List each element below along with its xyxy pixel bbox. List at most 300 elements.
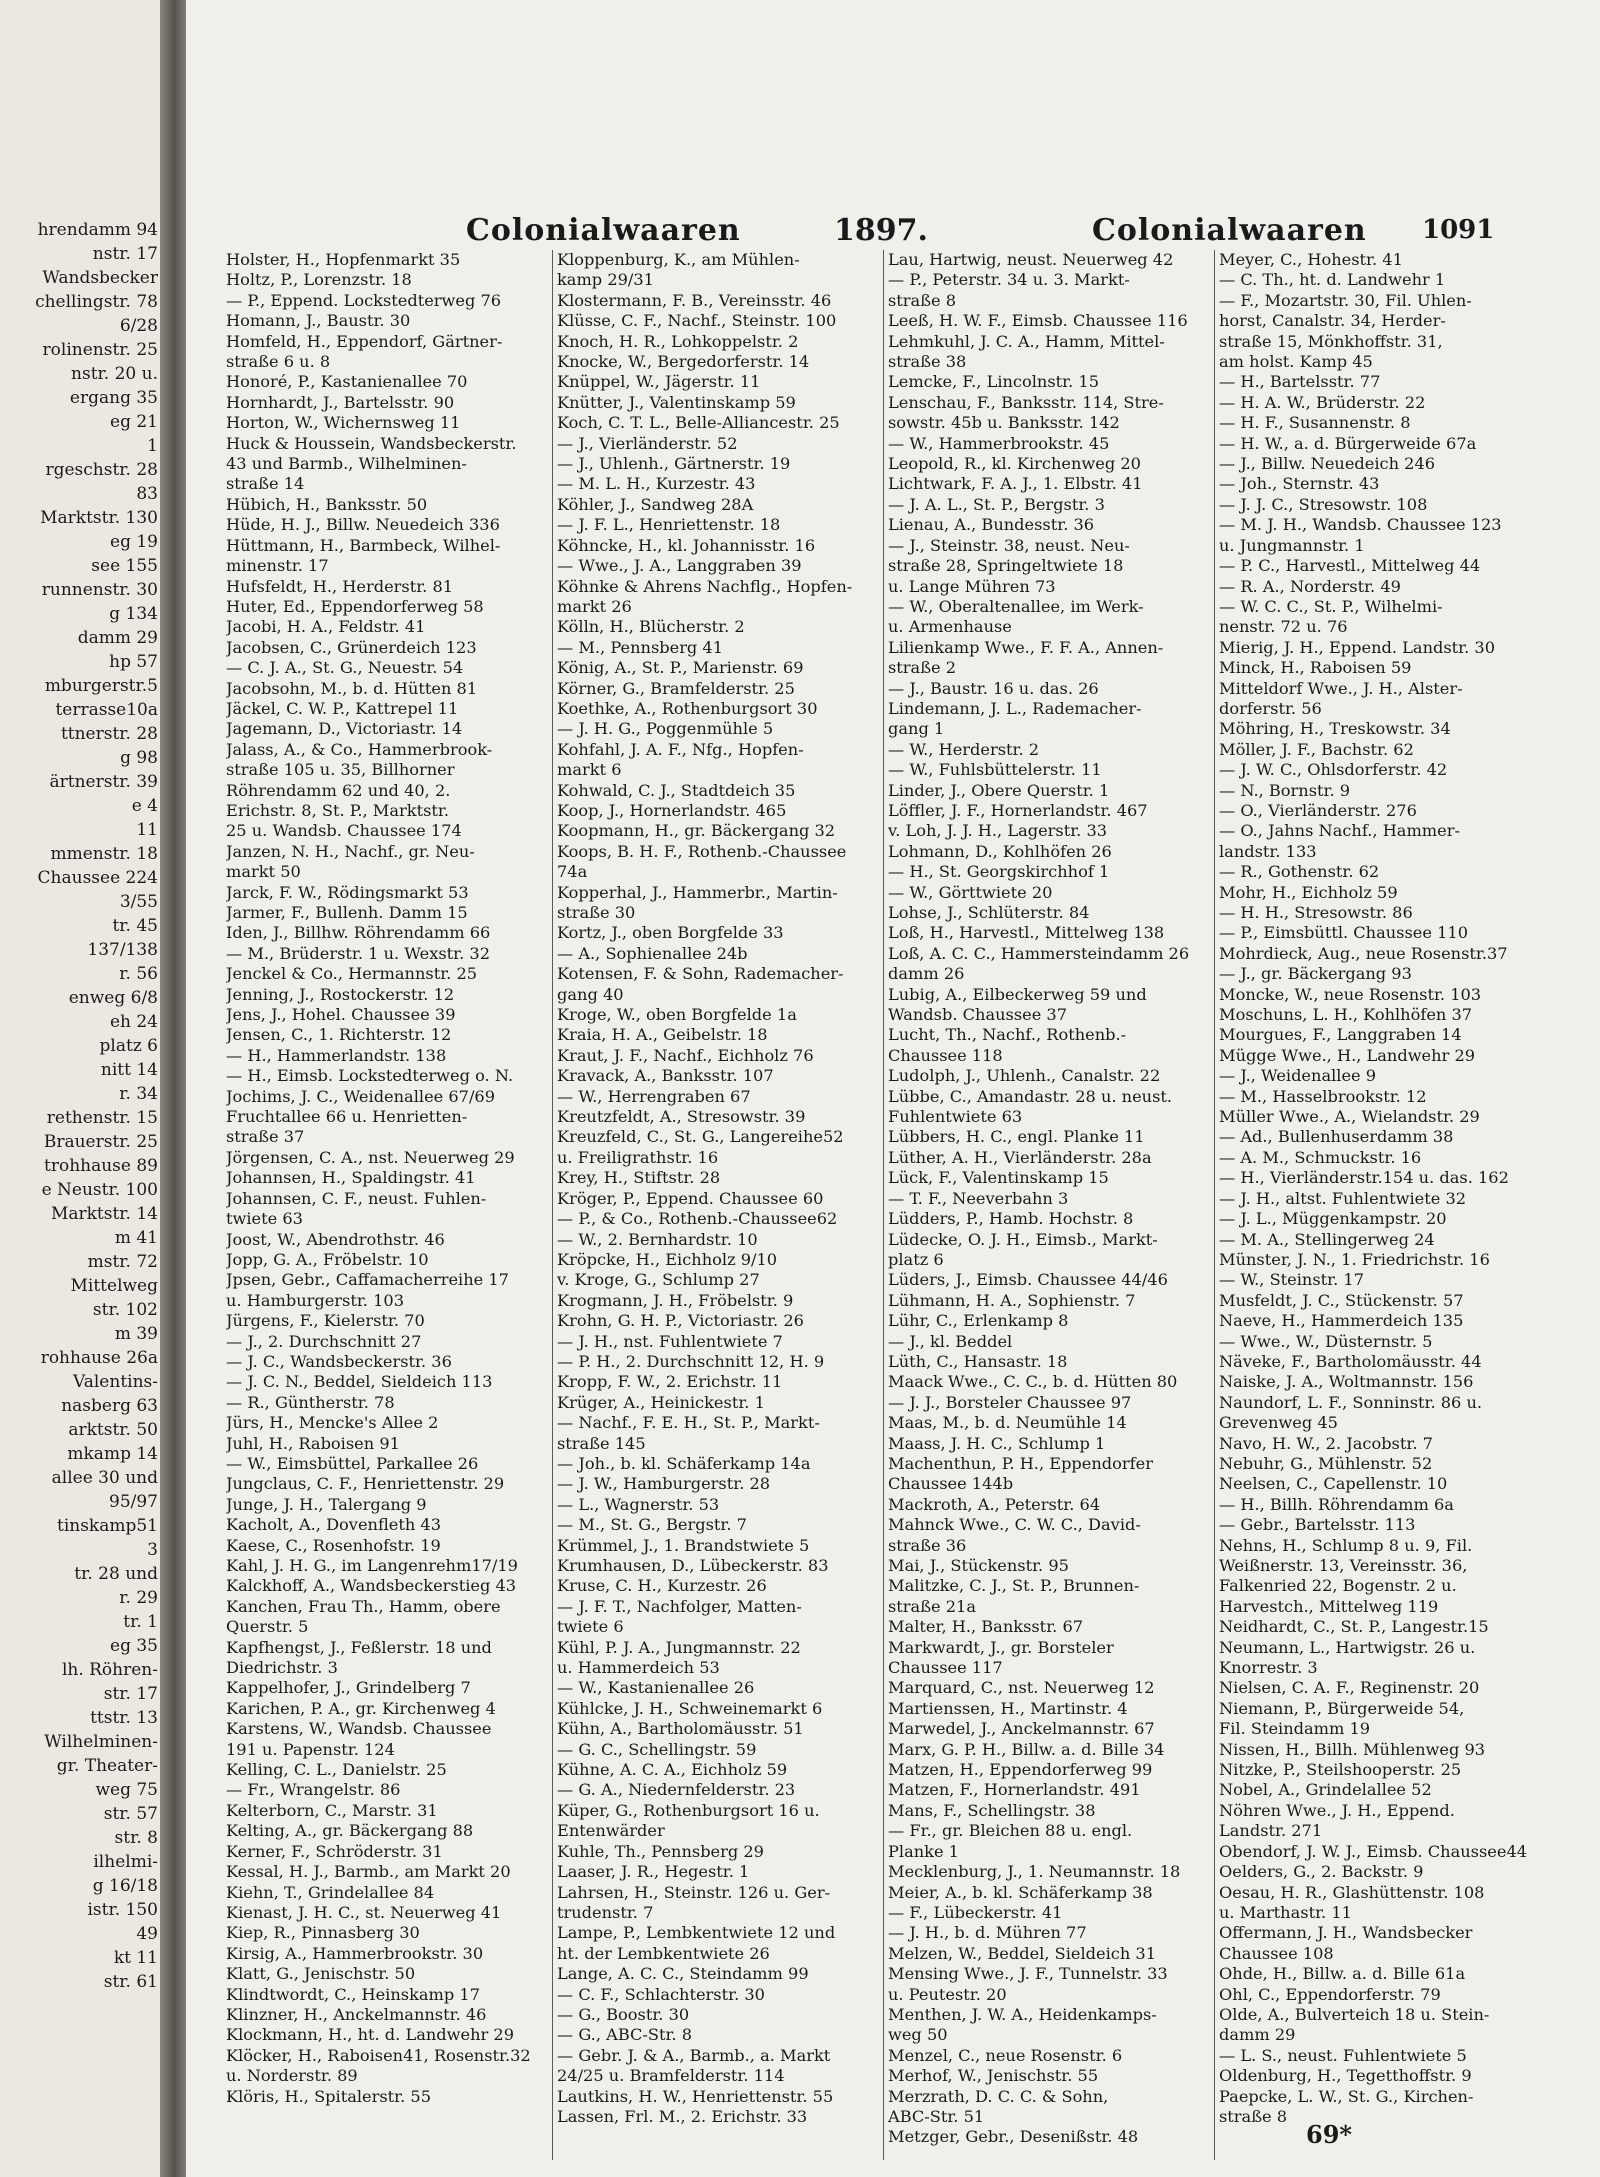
directory-entry: markt 26 — [557, 596, 632, 616]
directory-entry: — J. J. C., Stresowstr. 108 — [1219, 494, 1428, 514]
directory-entry: — J., Steinstr. 38, neust. Neu- — [888, 535, 1130, 555]
directory-page — [186, 0, 1600, 2177]
directory-entry: — F., Mozartstr. 30, Fil. Uhlen- — [1219, 290, 1472, 310]
left-page-line: r. 56 — [119, 964, 158, 984]
left-page-line: tr. 45 — [112, 916, 158, 936]
directory-entry: Jürs, H., Mencke's Allee 2 — [226, 1413, 439, 1433]
directory-entry: ht. der Lembkentwiete 26 — [557, 1943, 770, 1963]
directory-entry: Löffler, J. F., Hornerlandstr. 467 — [888, 800, 1148, 820]
directory-entry: straße 36 — [888, 1535, 967, 1555]
directory-entry: — H. W., a. d. Bürgerweide 67a — [1219, 433, 1477, 453]
directory-entry: — J., Billw. Neuedeich 246 — [1219, 454, 1436, 474]
directory-entry: — P., Eppend. Lockstedterweg 76 — [226, 290, 502, 310]
left-page-line: nstr. 17 — [92, 244, 158, 264]
directory-entry: — Nachf., F. E. H., St. P., Markt- — [557, 1413, 820, 1433]
directory-entry: Kröger, P., Eppend. Chaussee 60 — [557, 1188, 824, 1208]
directory-entry: Jenckel & Co., Hermannstr. 25 — [226, 964, 478, 984]
directory-entry: — M. A., Stellingerweg 24 — [1219, 1229, 1435, 1249]
directory-entry: straße 21a — [888, 1596, 976, 1616]
left-page-line: platz 6 — [99, 1036, 158, 1056]
directory-entry: Koop, J., Hornerlandstr. 465 — [557, 800, 787, 820]
directory-entry: Körner, G., Bramfelderstr. 25 — [557, 678, 795, 698]
directory-entry: Mügge Wwe., H., Landwehr 29 — [1219, 1045, 1476, 1065]
left-page-line: runnenstr. 30 — [41, 580, 158, 600]
directory-entry: Mourgues, F., Langgraben 14 — [1219, 1025, 1462, 1045]
directory-entry: Kanchen, Frau Th., Hamm, obere — [226, 1596, 501, 1616]
directory-entry: Harvestch., Mittelweg 119 — [1219, 1596, 1439, 1616]
directory-entry: Kühn, A., Bartholomäusstr. 51 — [557, 1719, 804, 1739]
directory-entry: Erichstr. 8, St. P., Marktstr. — [226, 800, 449, 820]
directory-entry: Kessal, H. J., Barmb., am Markt 20 — [226, 1862, 511, 1882]
left-page-line: hrendamm 94 — [37, 220, 158, 240]
directory-entry: — J. F. L., Henriettenstr. 18 — [557, 515, 781, 535]
directory-entry: Lühmann, H. A., Sophienstr. 7 — [888, 1290, 1136, 1310]
directory-entry: Mai, J., Stückenstr. 95 — [888, 1556, 1069, 1575]
directory-entry: Krey, H., Stiftstr. 28 — [557, 1168, 721, 1188]
left-page-line: 95/97 — [109, 1492, 158, 1512]
directory-entry: Jarmer, F., Bullenh. Damm 15 — [226, 903, 468, 922]
directory-entry: Offermann, J. H., Wandsbecker — [1219, 1923, 1473, 1943]
directory-entry: — W., Eimsbüttel, Parkallee 26 — [226, 1453, 479, 1473]
directory-entry: Jenning, J., Rostockerstr. 12 — [226, 984, 455, 1004]
directory-entry: Nehns, H., Schlump 8 u. 9, Fil. — [1219, 1535, 1473, 1555]
left-page-fragment — [0, 0, 168, 2177]
directory-entry: Fil. Steindamm 19 — [1219, 1719, 1371, 1739]
left-page-line: tr. 28 und — [74, 1564, 158, 1584]
directory-entry: Martienssen, H., Martinstr. 4 — [888, 1698, 1128, 1718]
directory-entry: Maack Wwe., C. C., b. d. Hütten 80 — [888, 1372, 1178, 1392]
directory-entry: Kuhle, Th., Pennsberg 29 — [557, 1841, 764, 1861]
directory-entry: Lilienkamp Wwe., F. F. A., Annen- — [888, 637, 1164, 657]
directory-entry: — H. A. W., Brüderstr. 22 — [1219, 392, 1426, 412]
directory-entry: Naeve, H., Hammerdeich 135 — [1219, 1311, 1464, 1331]
directory-entry: — T. F., Neeverbahn 3 — [888, 1188, 1069, 1208]
directory-entry: Kühne, A. C. A., Eichholz 59 — [557, 1760, 788, 1780]
directory-entry: Leeß, H. W. F., Eimsb. Chaussee 116 — [888, 311, 1188, 331]
directory-entry: Röhrendamm 62 und 40, 2. — [226, 780, 451, 800]
directory-entry: Chaussee 144b — [888, 1474, 1014, 1494]
directory-entry: Melzen, W., Beddel, Sieldeich 31 — [888, 1943, 1157, 1963]
directory-entry: Neidhardt, C., St. P., Langestr.15 — [1219, 1617, 1489, 1637]
directory-entry: horst, Canalstr. 34, Herder- — [1219, 311, 1446, 331]
directory-column-4 — [1219, 250, 1541, 2127]
directory-entry: Holtz, P., Lorenzstr. 18 — [226, 270, 412, 290]
directory-entry: Oldenburg, H., Tegetthoffstr. 9 — [1219, 2066, 1472, 2086]
directory-entry: Lüders, J., Eimsb. Chaussee 44/46 — [888, 1270, 1168, 1290]
directory-entry: Oesau, H. R., Glashüttenstr. 108 — [1219, 1882, 1485, 1902]
directory-entry: Mecklenburg, J., 1. Neumannstr. 18 — [888, 1862, 1181, 1882]
directory-entry: Marquard, C., nst. Neuerweg 12 — [888, 1678, 1155, 1698]
directory-entry: Mahnck Wwe., C. W. C., David- — [888, 1515, 1141, 1535]
directory-entry: v. Kroge, G., Schlump 27 — [557, 1270, 760, 1290]
directory-entry: — J. A. L., St. P., Bergstr. 3 — [888, 494, 1105, 514]
directory-entry: Matzen, H., Eppendorferweg 99 — [888, 1760, 1153, 1780]
directory-entry: straße 37 — [226, 1127, 305, 1147]
directory-entry: platz 6 — [888, 1249, 944, 1269]
directory-entry: Nöhren Wwe., J. H., Eppend. — [1219, 1800, 1455, 1820]
header-right-title: Colonialwaaren — [1092, 213, 1367, 248]
column-rule — [552, 250, 553, 2160]
directory-entry: Moschuns, L. H., Kohlhöfen 37 — [1219, 1005, 1473, 1025]
directory-entry: — M., St. G., Bergstr. 7 — [557, 1515, 747, 1535]
directory-entry: Jopp, G. A., Fröbelstr. 10 — [226, 1249, 429, 1269]
directory-entry: — H., St. Georgskirchhof 1 — [888, 862, 1110, 882]
directory-entry: Küper, G., Rothenburgsort 16 u. — [557, 1800, 820, 1820]
directory-entry: — Wwe., W., Düsternstr. 5 — [1219, 1331, 1433, 1351]
directory-entry: Linder, J., Obere Querstr. 1 — [888, 780, 1110, 800]
directory-entry: — J. H., nst. Fuhlentwiete 7 — [557, 1331, 783, 1351]
left-page-line: 11 — [136, 820, 158, 840]
directory-entry: Kopperhal, J., Hammerbr., Martin- — [557, 882, 838, 902]
directory-entry: Kraut, J. F., Nachf., Eichholz 76 — [557, 1045, 814, 1065]
directory-entry: — J., gr. Bäckergang 93 — [1219, 964, 1412, 984]
directory-entry: Klöcker, H., Raboisen41, Rosenstr.32 — [226, 2045, 531, 2065]
left-page-line: nasberg 63 — [61, 1396, 158, 1416]
directory-entry: Jacobsohn, M., b. d. Hütten 81 — [226, 678, 478, 698]
directory-entry: — H., Bartelsstr. 77 — [1219, 372, 1381, 392]
directory-entry: Merzrath, D. C. C. & Sohn, — [888, 2086, 1109, 2106]
directory-entry: — J., Vierländerstr. 52 — [557, 433, 738, 453]
directory-entry: — J. C. N., Beddel, Sieldeich 113 — [226, 1372, 493, 1392]
directory-entry: — Gebr. J. & A., Barmb., a. Markt — [557, 2045, 831, 2065]
directory-entry: Möller, J. F., Bachstr. 62 — [1219, 739, 1414, 759]
left-page-line: arktstr. 50 — [68, 1420, 158, 1440]
directory-entry: — Wwe., J. A., Langgraben 39 — [557, 556, 802, 576]
directory-entry: Huck & Houssein, Wandsbeckerstr. — [226, 433, 517, 453]
directory-entry: landstr. 133 — [1219, 841, 1317, 861]
left-page-line: Wilhelminen- — [44, 1732, 158, 1752]
directory-entry: — Fr., Wrangelstr. 86 — [226, 1780, 401, 1800]
page-number: 1091 — [1422, 215, 1495, 245]
directory-entry: u. Norderstr. 89 — [226, 2066, 358, 2086]
left-page-line: Chaussee 224 — [37, 868, 158, 888]
directory-entry: — M. L. H., Kurzestr. 43 — [557, 474, 756, 494]
directory-entry: Münster, J. N., 1. Friedrichstr. 16 — [1219, 1249, 1490, 1269]
directory-entry: Koopmann, H., gr. Bäckergang 32 — [557, 821, 836, 841]
left-page-line: r. 34 — [119, 1084, 158, 1104]
directory-entry: Markwardt, J., gr. Borsteler — [888, 1637, 1114, 1657]
directory-entry: — W., Hammerbrookstr. 45 — [888, 433, 1110, 453]
directory-entry: u. Hammerdeich 53 — [557, 1658, 720, 1678]
directory-entry: u. Freiligrathstr. 16 — [557, 1147, 719, 1167]
directory-entry: Loß, H., Harvestl., Mittelweg 138 — [888, 923, 1165, 943]
directory-entry: — P., Peterstr. 34 u. 3. Markt- — [888, 270, 1130, 290]
directory-entry: — W., Herrengraben 67 — [557, 1086, 751, 1106]
directory-entry: Knoch, H. R., Lohkoppelstr. 2 — [557, 331, 799, 351]
directory-entry: Mans, F., Schellingstr. 38 — [888, 1800, 1096, 1820]
column-rule — [883, 250, 884, 2160]
directory-entry: Chaussee 117 — [888, 1658, 1003, 1678]
directory-entry: Lange, A. C. C., Steindamm 99 — [557, 1964, 809, 1984]
directory-entry: Chaussee 108 — [1219, 1943, 1334, 1963]
left-page-line: chellingstr. 78 — [35, 292, 158, 312]
left-page-line: hp 57 — [109, 652, 158, 672]
directory-entry: straße 105 u. 35, Billhorner — [226, 760, 455, 780]
directory-entry: Hornhardt, J., Bartelsstr. 90 — [226, 392, 455, 412]
directory-entry: — J. L., Müggenkampstr. 20 — [1219, 1209, 1447, 1229]
directory-entry: Köhler, J., Sandweg 28A — [557, 494, 754, 514]
directory-entry: Knütter, J., Valentinskamp 59 — [557, 392, 796, 412]
directory-entry: — J., Uhlenh., Gärtnerstr. 19 — [557, 454, 791, 474]
directory-entry: Kerner, F., Schröderstr. 31 — [226, 1841, 443, 1861]
directory-entry: — P. C., Harvestl., Mittelweg 44 — [1219, 556, 1481, 576]
directory-entry: Marwedel, J., Anckelmannstr. 67 — [888, 1719, 1155, 1739]
directory-entry: — G., ABC-Str. 8 — [557, 2025, 693, 2045]
directory-entry: Kirsig, A., Hammerbrookstr. 30 — [226, 1943, 484, 1963]
left-page-line: 3/55 — [119, 892, 158, 912]
directory-entry: Lohmann, D., Kohlhöfen 26 — [888, 841, 1112, 861]
directory-entry: Krüger, A., Heinickestr. 1 — [557, 1392, 765, 1412]
left-page-line: Marktstr. 130 — [40, 508, 158, 528]
directory-entry: Knorrestr. 3 — [1219, 1658, 1318, 1678]
directory-entry: Kortz, J., oben Borgfelde 33 — [557, 923, 784, 943]
directory-entry: — G., Boostr. 30 — [557, 2004, 690, 2024]
directory-entry: Jagemann, D., Victoriastr. 14 — [226, 719, 463, 739]
directory-entry: — Joh., Sternstr. 43 — [1219, 474, 1380, 494]
directory-entry: Jpsen, Gebr., Caffamacherreihe 17 — [226, 1270, 509, 1290]
directory-entry: Nissen, H., Billh. Mühlenweg 93 — [1219, 1739, 1486, 1759]
directory-entry: Lemcke, F., Lincolnstr. 15 — [888, 372, 1099, 392]
directory-entry: Kapfhengst, J., Feßlerstr. 18 und — [226, 1637, 492, 1657]
directory-entry: Ohl, C., Eppendorferstr. 79 — [1219, 1984, 1441, 2004]
directory-entry: Janzen, N. H., Nachf., gr. Neu- — [226, 841, 475, 861]
directory-entry: — J. W., Hamburgerstr. 28 — [557, 1474, 771, 1494]
directory-entry: trudenstr. 7 — [557, 1902, 654, 1922]
directory-entry: Lahrsen, H., Steinstr. 126 u. Ger- — [557, 1882, 831, 1902]
directory-entry: Jarck, F. W., Rödingsmarkt 53 — [226, 882, 469, 902]
left-page-line: str. 57 — [103, 1804, 158, 1824]
left-page-line: eg 19 — [110, 532, 158, 552]
directory-entry: markt 6 — [557, 760, 622, 780]
directory-entry: Lück, F., Valentinskamp 15 — [888, 1168, 1109, 1188]
directory-entry: straße 8 — [1219, 2106, 1288, 2126]
directory-entry: Nebuhr, G., Mühlenstr. 52 — [1219, 1453, 1433, 1473]
directory-entry: Naundorf, L. F., Sonninstr. 86 u. — [1219, 1392, 1483, 1412]
left-page-line: eg 21 — [110, 412, 158, 432]
directory-entry: — W., Oberaltenallee, im Werk- — [888, 596, 1144, 616]
left-page-line: mstr. 72 — [87, 1252, 158, 1272]
directory-entry: Merhof, W., Jenischstr. 55 — [888, 2066, 1099, 2086]
directory-entry: Horton, W., Wichernsweg 11 — [226, 413, 461, 433]
directory-entry: Kohwald, C. J., Stadtdeich 35 — [557, 780, 796, 800]
directory-entry: Müller Wwe., A., Wielandstr. 29 — [1219, 1107, 1480, 1127]
left-page-line: mmenstr. 18 — [50, 844, 158, 864]
directory-entry: Lau, Hartwig, neust. Neuerweg 42 — [888, 250, 1174, 269]
left-page-line: ergang 35 — [69, 388, 158, 408]
directory-entry: Kelling, C. L., Danielstr. 25 — [226, 1760, 447, 1780]
directory-entry: — M., Hasselbrookstr. 12 — [1219, 1086, 1427, 1106]
directory-entry: Maas, M., b. d. Neumühle 14 — [888, 1413, 1127, 1433]
directory-entry: — J. H., b. d. Mühren 77 — [888, 1923, 1087, 1943]
directory-entry: Lohse, J., Schlüterstr. 84 — [888, 903, 1090, 922]
directory-entry: Lüdders, P., Hamb. Hochstr. 8 — [888, 1209, 1134, 1229]
directory-entry: Jensen, C., 1. Richterstr. 12 — [226, 1025, 452, 1045]
directory-entry: minenstr. 17 — [226, 556, 329, 576]
directory-entry: twiete 63 — [226, 1209, 303, 1229]
directory-entry: u. Armenhause — [888, 617, 1012, 637]
directory-entry: Kühlcke, J. H., Schweinemarkt 6 — [557, 1698, 823, 1718]
left-page-column — [0, 218, 158, 1994]
directory-entry: Koch, C. T. L., Belle-Alliancestr. 25 — [557, 413, 840, 433]
left-page-line: str. 8 — [114, 1828, 158, 1848]
directory-entry: Kiehn, T., Grindelallee 84 — [226, 1882, 435, 1902]
directory-entry: Matzen, F., Hornerlandstr. 491 — [888, 1780, 1141, 1800]
directory-entry: — P. H., 2. Durchschnitt 12, H. 9 — [557, 1351, 825, 1371]
directory-entry: — J., kl. Beddel — [888, 1331, 1013, 1351]
directory-entry: Krümmel, J., 1. Brandstwiete 5 — [557, 1535, 810, 1555]
directory-entry: weg 50 — [888, 2025, 948, 2045]
directory-entry: — C. F., Schlachterstr. 30 — [557, 1984, 765, 2004]
left-page-line: rolinenstr. 25 — [42, 340, 158, 360]
directory-entry: Kropp, F. W., 2. Erichstr. 11 — [557, 1372, 783, 1392]
directory-entry: Lühr, C., Erlenkamp 8 — [888, 1311, 1069, 1331]
left-page-line: mburgerstr.5 — [44, 676, 158, 696]
left-page-line: trohhause 89 — [44, 1156, 158, 1176]
directory-entry: u. Jungmannstr. 1 — [1219, 535, 1365, 555]
directory-entry: — J. F. T., Nachfolger, Matten- — [557, 1596, 802, 1616]
directory-entry: — O., Jahns Nachf., Hammer- — [1219, 821, 1460, 841]
directory-entry: Jens, J., Hohel. Chaussee 39 — [226, 1005, 456, 1025]
directory-entry: u. Lange Mühren 73 — [888, 576, 1056, 596]
directory-entry: ABC-Str. 51 — [888, 2106, 985, 2126]
directory-entry: Nielsen, C. A. F., Reginenstr. 20 — [1219, 1678, 1480, 1698]
directory-entry: Weißnerstr. 13, Vereinsstr. 36, — [1219, 1556, 1468, 1575]
directory-entry: Nobel, A., Grindelallee 52 — [1219, 1780, 1432, 1800]
directory-entry: Jäckel, C. W. P., Kattrepel 11 — [226, 698, 459, 718]
directory-entry: Meier, A., b. kl. Schäferkamp 38 — [888, 1882, 1153, 1902]
directory-entry: Obendorf, J. W. J., Eimsb. Chaussee44 — [1219, 1841, 1528, 1861]
directory-entry: — F., Lübeckerstr. 41 — [888, 1902, 1063, 1922]
directory-entry: Mensing Wwe., J. F., Tunnelstr. 33 — [888, 1964, 1168, 1984]
left-page-line: m 41 — [114, 1228, 158, 1248]
directory-entry: Querstr. 5 — [226, 1617, 309, 1637]
directory-entry: nenstr. 72 u. 76 — [1219, 617, 1348, 637]
left-page-line: nitt 14 — [100, 1060, 158, 1080]
left-page-line: e Neustr. 100 — [41, 1180, 158, 1200]
directory-entry: — P., Eimsbüttl. Chaussee 110 — [1219, 923, 1468, 943]
directory-entry: straße 8 — [888, 290, 957, 310]
directory-entry: Jacobi, H. A., Feldstr. 41 — [226, 617, 426, 637]
directory-entry: Lüdecke, O. J. H., Eimsb., Markt- — [888, 1229, 1158, 1249]
left-page-line: enweg 6/8 — [68, 988, 158, 1008]
directory-entry: gang 1 — [888, 719, 945, 739]
directory-entry: markt 50 — [226, 862, 301, 882]
left-page-line: terrasse10a — [55, 700, 158, 720]
directory-entry: dorferstr. 56 — [1219, 698, 1322, 718]
directory-entry: Entenwärder — [557, 1821, 665, 1841]
directory-entry: — J., Baustr. 16 u. das. 26 — [888, 678, 1099, 698]
directory-entry: straße 6 u. 8 — [226, 352, 331, 372]
directory-entry: Honoré, P., Kastanienallee 70 — [226, 372, 468, 392]
directory-entry: — L. S., neust. Fuhlentwiete 5 — [1219, 2045, 1467, 2065]
directory-entry: 191 u. Papenstr. 124 — [226, 1739, 395, 1759]
directory-column-3 — [888, 250, 1210, 2148]
directory-entry: Klindtwordt, C., Heinskamp 17 — [226, 1984, 481, 2004]
directory-entry: Kroge, W., oben Borgfelde 1a — [557, 1005, 797, 1025]
directory-entry: Junge, J. H., Talergang 9 — [226, 1494, 427, 1514]
left-page-line: 6/28 — [119, 316, 158, 336]
signature-mark: 69* — [1306, 2120, 1352, 2149]
directory-entry: sowstr. 45b u. Banksstr. 142 — [888, 413, 1120, 433]
directory-entry: Krumhausen, D., Lübeckerstr. 83 — [557, 1556, 829, 1575]
directory-entry: Mierig, J. H., Eppend. Landstr. 30 — [1219, 637, 1496, 657]
directory-entry: damm 29 — [1219, 2025, 1296, 2045]
directory-entry: — J. H., altst. Fuhlentwiete 32 — [1219, 1188, 1467, 1208]
directory-entry: — N., Bornstr. 9 — [1219, 780, 1351, 800]
directory-entry: Holster, H., Hopfenmarkt 35 — [226, 250, 461, 269]
left-page-line: str. 17 — [103, 1684, 158, 1704]
left-page-line: eg 35 — [110, 1636, 158, 1656]
directory-entry: Laaser, J. R., Hegestr. 1 — [557, 1862, 750, 1882]
left-page-line: Valentins- — [73, 1372, 158, 1392]
left-page-line: gr. Theater- — [56, 1756, 158, 1776]
directory-entry: Jörgensen, C. A., nst. Neuerweg 29 — [226, 1147, 515, 1167]
directory-entry: Kappelhofer, J., Grindelberg 7 — [226, 1678, 471, 1698]
directory-entry: Olde, A., Bulverteich 18 u. Stein- — [1219, 2004, 1490, 2024]
directory-entry: Musfeldt, J. C., Stückenstr. 57 — [1219, 1290, 1464, 1310]
directory-entry: — H., Hammerlandstr. 138 — [226, 1045, 447, 1065]
directory-entry: Juhl, H., Raboisen 91 — [226, 1433, 400, 1453]
directory-entry: Huter, Ed., Eppendorferweg 58 — [226, 596, 484, 616]
directory-entry: Ludolph, J., Uhlenh., Canalstr. 22 — [888, 1066, 1161, 1086]
directory-entry: — Ad., Bullenhuserdamm 38 — [1219, 1127, 1454, 1147]
left-page-line: str. 102 — [92, 1300, 158, 1320]
directory-entry: Klatt, G., Jenischstr. 50 — [226, 1964, 416, 1984]
directory-entry: — A. M., Schmuckstr. 16 — [1219, 1147, 1422, 1167]
left-page-line: ttstr. 13 — [90, 1708, 158, 1728]
directory-entry: Lautkins, H. W., Henriettenstr. 55 — [557, 2086, 834, 2106]
directory-entry: Neelsen, C., Capellenstr. 10 — [1219, 1474, 1448, 1494]
directory-entry: — H., Vierländerstr.154 u. das. 162 — [1219, 1168, 1509, 1188]
directory-entry: Jalass, A., & Co., Hammerbrook- — [226, 739, 493, 759]
directory-entry: Wandsb. Chaussee 37 — [888, 1005, 1068, 1025]
directory-entry: Kloppenburg, K., am Mühlen- — [557, 250, 800, 269]
directory-entry: Moncke, W., neue Rosenstr. 103 — [1219, 984, 1482, 1004]
directory-entry: 24/25 u. Bramfelderstr. 114 — [557, 2066, 785, 2086]
directory-entry: Kiep, R., Pinnasberg 30 — [226, 1923, 420, 1943]
directory-entry: Nitzke, P., Steilshooperstr. 25 — [1219, 1760, 1462, 1780]
directory-entry: Lucht, Th., Nachf., Rothenb.- — [888, 1025, 1127, 1045]
directory-entry: straße 145 — [557, 1433, 646, 1453]
directory-entry: — J. C., Wandsbeckerstr. 36 — [226, 1351, 452, 1371]
left-page-line: istr. 150 — [87, 1900, 158, 1920]
left-page-line: g 98 — [120, 748, 158, 768]
directory-entry: Mohrdieck, Aug., neue Rosenstr.37 — [1219, 943, 1508, 963]
directory-entry: Näveke, F., Bartholomäusstr. 44 — [1219, 1351, 1482, 1371]
directory-entry: Johannsen, H., Spaldingstr. 41 — [226, 1168, 476, 1188]
directory-entry: Köhncke, H., kl. Johannisstr. 16 — [557, 535, 816, 555]
directory-entry: — M. J. H., Wandsb. Chaussee 123 — [1219, 515, 1502, 535]
directory-entry: 74a — [557, 862, 588, 882]
directory-entry: — Fr., gr. Bleichen 88 u. engl. — [888, 1821, 1133, 1841]
directory-entry: — M., Pennsberg 41 — [557, 637, 724, 657]
directory-entry: — G. C., Schellingstr. 59 — [557, 1739, 757, 1759]
directory-entry: Klinzner, H., Anckelmannstr. 46 — [226, 2004, 487, 2024]
directory-entry: Lüth, C., Hansastr. 18 — [888, 1351, 1068, 1371]
directory-entry: Jochims, J. C., Weidenallee 67/69 — [226, 1086, 496, 1106]
directory-entry: Falkenried 22, Bogenstr. 2 u. — [1219, 1576, 1457, 1596]
directory-entry: u. Peutestr. 20 — [888, 1984, 1007, 2004]
left-page-line: ttnerstr. 28 — [60, 724, 158, 744]
left-page-line: r. 29 — [119, 1588, 158, 1608]
directory-entry: — C. J. A., St. G., Neuestr. 54 — [226, 658, 464, 678]
directory-entry: Knüppel, W., Jägerstr. 11 — [557, 372, 761, 392]
directory-entry: straße 14 — [226, 474, 305, 494]
left-page-line: rgeschstr. 28 — [45, 460, 158, 480]
left-page-line: ilhelmi- — [93, 1852, 158, 1872]
directory-entry: Leopold, R., kl. Kirchenweg 20 — [888, 454, 1141, 474]
directory-entry: Karichen, P. A., gr. Kirchenweg 4 — [226, 1698, 496, 1718]
